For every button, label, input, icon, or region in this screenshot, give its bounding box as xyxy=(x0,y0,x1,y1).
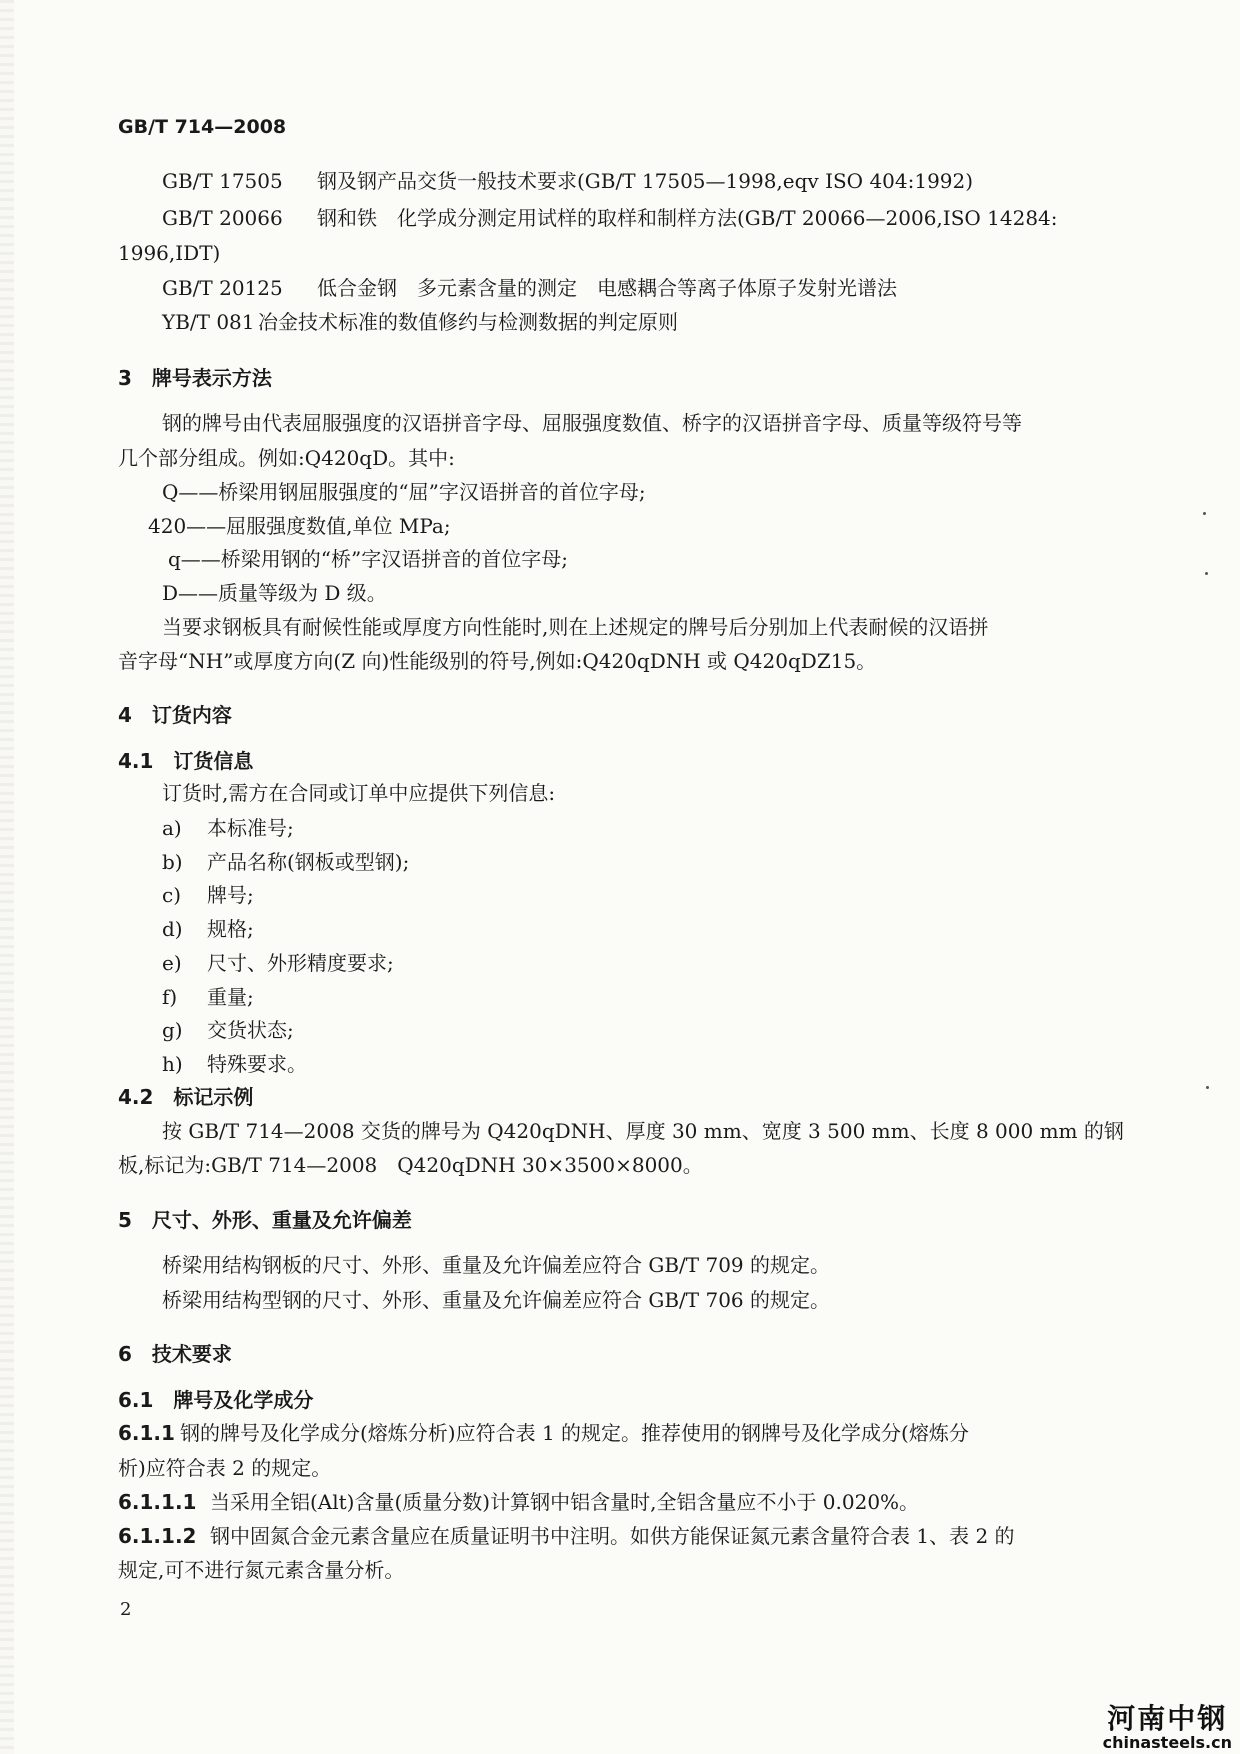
section-4-2-heading: 4.2 标记示例 xyxy=(118,1085,254,1109)
definition-q-lower: q——桥梁用钢的“桥”字汉语拼音的首位字母; xyxy=(168,547,568,571)
list-label: h) xyxy=(162,1052,183,1076)
clause-text: 钢的牌号及化学成分(熔炼分析)应符合表 1 的规定。推荐使用的钢牌号及化学成分(熔炼分 xyxy=(180,1421,969,1445)
paragraph-line: 当要求钢板具有耐候性能或厚度方向性能时,则在上述规定的牌号后分别加上代表耐候的汉语拼 xyxy=(162,615,989,639)
clause-text: 当采用全铝(Alt)含量(质量分数)计算钢中铝含量时,全铝含量应不小于 0.020%。 xyxy=(210,1490,920,1514)
section-6-1-heading: 6.1 牌号及化学成分 xyxy=(118,1388,314,1412)
list-text: 特殊要求。 xyxy=(207,1052,307,1076)
list-label: f) xyxy=(162,985,178,1009)
list-text: 尺寸、外形精度要求; xyxy=(207,951,394,975)
ref-title: 低合金钢 多元素含量的测定 电感耦合等离子体原子发射光谱法 xyxy=(317,276,897,300)
ref-code: GB/T 20066 xyxy=(162,206,283,230)
site-watermark xyxy=(1103,1704,1232,1752)
definition-d: D——质量等级为 D 级。 xyxy=(162,581,387,605)
list-item xyxy=(162,882,254,908)
list-text: 重量; xyxy=(207,985,254,1009)
ref-item xyxy=(162,168,973,194)
ref-title: 冶金技术标准的数值修约与检测数据的判定原则 xyxy=(258,310,678,334)
list-item xyxy=(162,916,254,942)
paragraph-line: 规定,可不进行氮元素含量分析。 xyxy=(118,1558,405,1582)
list-item xyxy=(162,984,254,1010)
list-text: 本标准号; xyxy=(207,816,294,840)
ref-code: YB/T 081 xyxy=(162,310,255,334)
list-label: b) xyxy=(162,850,183,874)
list-label: c) xyxy=(162,883,182,907)
list-label: e) xyxy=(162,951,182,975)
ref-item xyxy=(162,309,678,335)
clause-number: 6.1.1 xyxy=(118,1421,175,1445)
clause-text: 钢中固氮合金元素含量应在质量证明书中注明。如供方能保证氮元素含量符合表 1、表 2 的 xyxy=(210,1524,1015,1548)
paragraph-line: 订货时,需方在合同或订单中应提供下列信息: xyxy=(162,781,556,805)
list-label: a) xyxy=(162,816,182,840)
paragraph-line: 几个部分组成。例如:Q420qD。其中: xyxy=(118,446,455,470)
ref-title: 钢和铁 化学成分测定用试样的取样和制样方法(GB/T 20066—2006,ISO 14284: xyxy=(317,206,1058,230)
ref-title: 钢及钢产品交货一般技术要求(GB/T 17505—1998,eqv ISO 404:1992) xyxy=(317,169,974,193)
ref-code: GB/T 20125 xyxy=(162,276,283,300)
section-4-1-heading: 4.1 订货信息 xyxy=(118,749,254,773)
clause-6-1-1-1 xyxy=(118,1489,919,1515)
list-text: 规格; xyxy=(207,917,254,941)
watermark-url: chinasteels.cn xyxy=(1102,1733,1232,1752)
scan-speck xyxy=(1206,1086,1209,1089)
list-text: 交货状态; xyxy=(207,1018,294,1042)
definition-q: Q——桥梁用钢屈服强度的“屈”字汉语拼音的首位字母; xyxy=(162,480,646,504)
paragraph-line: 板,标记为:GB/T 714—2008 Q420qDNH 30×3500×8000。 xyxy=(118,1153,703,1177)
list-label: d) xyxy=(162,917,183,941)
list-item xyxy=(162,1051,307,1077)
list-item xyxy=(162,1017,294,1043)
list-item xyxy=(162,950,394,976)
section-3-heading: 3 牌号表示方法 xyxy=(118,366,272,390)
ref-item xyxy=(162,275,897,301)
scan-speck xyxy=(1205,572,1208,575)
section-4-heading: 4 订货内容 xyxy=(118,703,232,727)
list-item xyxy=(162,849,409,875)
ref-code: GB/T 17505 xyxy=(162,169,283,193)
section-5-heading: 5 尺寸、外形、重量及允许偏差 xyxy=(118,1208,412,1232)
page-number: 2 xyxy=(120,1599,132,1620)
ref-item xyxy=(162,205,1058,231)
watermark-cn: 河南中钢 xyxy=(1107,1702,1228,1735)
paragraph-line: 桥梁用结构钢板的尺寸、外形、重量及允许偏差应符合 GB/T 709 的规定。 xyxy=(162,1253,830,1277)
list-text: 牌号; xyxy=(207,883,254,907)
definition-420: 420——屈服强度数值,单位 MPa; xyxy=(148,514,451,538)
scan-binding-edge xyxy=(0,0,14,1754)
clause-number: 6.1.1.2 xyxy=(118,1524,197,1548)
paragraph-line: 按 GB/T 714—2008 交货的牌号为 Q420qDNH、厚度 30 mm、宽度 3 500 mm、长度 8 000 mm 的钢 xyxy=(162,1119,1124,1143)
clause-number: 6.1.1.1 xyxy=(118,1490,197,1514)
scan-speck xyxy=(1203,512,1206,515)
doc-code-header: GB/T 714—2008 xyxy=(118,116,287,138)
clause-6-1-1-2 xyxy=(118,1523,1015,1549)
paragraph-line: 钢的牌号由代表屈服强度的汉语拼音字母、屈服强度数值、桥字的汉语拼音字母、质量等级符号等 xyxy=(162,411,1022,435)
paragraph-line: 桥梁用结构型钢的尺寸、外形、重量及允许偏差应符合 GB/T 706 的规定。 xyxy=(162,1288,830,1312)
list-item xyxy=(162,815,294,841)
clause-6-1-1 xyxy=(118,1420,969,1446)
paragraph-line: 音字母“NH”或厚度方向(Z 向)性能级别的符号,例如:Q420qDNH 或 Q420qDZ15。 xyxy=(118,649,877,673)
section-6-heading: 6 技术要求 xyxy=(118,1342,232,1366)
paragraph-line: 析)应符合表 2 的规定。 xyxy=(118,1456,332,1480)
list-label: g) xyxy=(162,1018,183,1042)
list-text: 产品名称(钢板或型钢); xyxy=(207,850,410,874)
ref-title-continuation: 1996,IDT) xyxy=(118,241,221,265)
